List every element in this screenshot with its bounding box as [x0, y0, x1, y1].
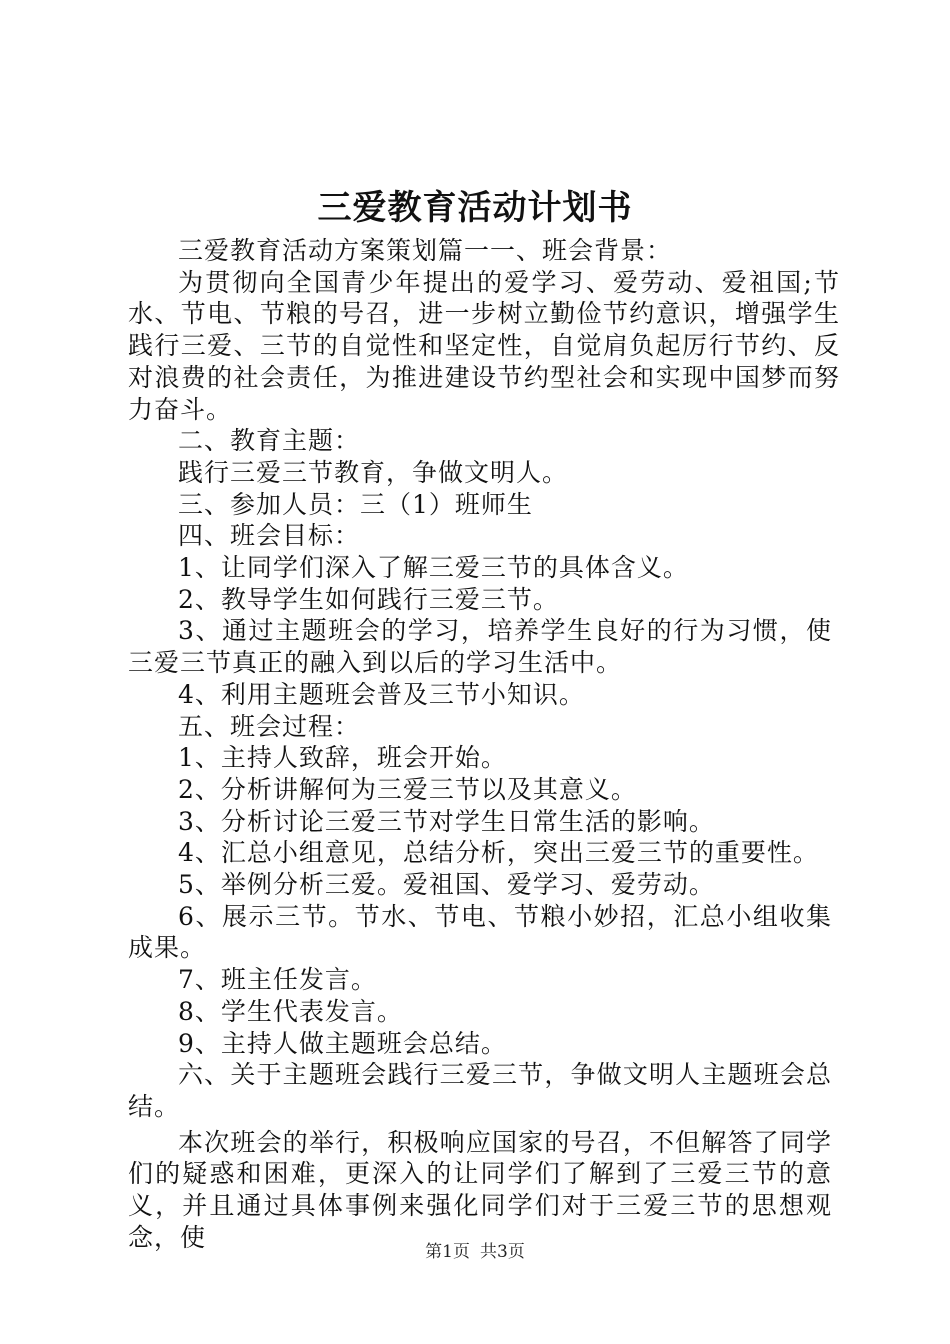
paragraph: 3、分析讨论三爱三节对学生日常生活的影响。: [178, 806, 715, 836]
paragraph: 5、举例分析三爱。爱祖国、爱学习、爱劳动。: [178, 870, 715, 900]
paragraph: 3、通过主题班会的学习，培养学生良好的行为习惯，使三爱三节真正的融入到以后的学习生活中。: [128, 616, 832, 678]
paragraph: 四、班会目标：: [178, 521, 361, 551]
paragraph: 三、参加人员：三（1）班师生: [178, 489, 533, 519]
page-footer: [0, 1240, 950, 1264]
paragraph: 6、展示三节。节水、节电、节粮小妙招，汇总小组收集成果。: [128, 901, 832, 963]
paragraph: 二、教育主题：: [178, 426, 361, 456]
paragraph: 1、让同学们深入了解三爱三节的具体含义。: [178, 553, 689, 583]
paragraph: 五、班会过程：: [178, 711, 361, 741]
paragraph: 本次班会的举行，积极响应国家的号召，不但解答了同学们的疑惑和困难，更深入的让同学们了解到了三爱三节的意义，并且通过具体事例来强化同学们对于三爱三节的思想观念，使: [128, 1127, 832, 1252]
page-total: 共3页: [480, 1242, 525, 1262]
paragraph: 7、班主任发言。: [178, 965, 377, 995]
paragraph: 为贯彻向全国青少年提出的爱学习、爱劳动、爱祖国;节水、节电、节粮的号召，进一步树立勤俭节约意识，增强学生践行三爱、三节的自觉性和坚定性，自觉肩负起厉行节约、反对浪费的社会责任，为推进建设节约型社会和实现中国梦而努力奋斗。: [128, 267, 840, 424]
paragraph: 2、分析讲解何为三爱三节以及其意义。: [178, 774, 637, 804]
page-number: 第1页: [425, 1242, 470, 1262]
document-body: [128, 235, 840, 1254]
paragraph: 8、学生代表发言。: [178, 996, 403, 1026]
paragraph: 践行三爱三节教育，争做文明人。: [178, 457, 569, 487]
paragraph: 4、汇总小组意见，总结分析，突出三爱三节的重要性。: [178, 838, 819, 868]
document-title: 三爱教育活动计划书: [317, 188, 633, 228]
paragraph: 三爱教育活动方案策划篇一一、班会背景：: [178, 236, 673, 265]
paragraph: 2、教导学生如何践行三爱三节。: [178, 584, 559, 614]
paragraph: 9、主持人做主题班会总结。: [178, 1028, 507, 1058]
paragraph: 六、关于主题班会践行三爱三节，争做文明人主题班会总结。: [128, 1060, 832, 1121]
paragraph: 4、利用主题班会普及三节小知识。: [178, 679, 585, 709]
paragraph: 1、主持人致辞，班会开始。: [178, 743, 507, 773]
